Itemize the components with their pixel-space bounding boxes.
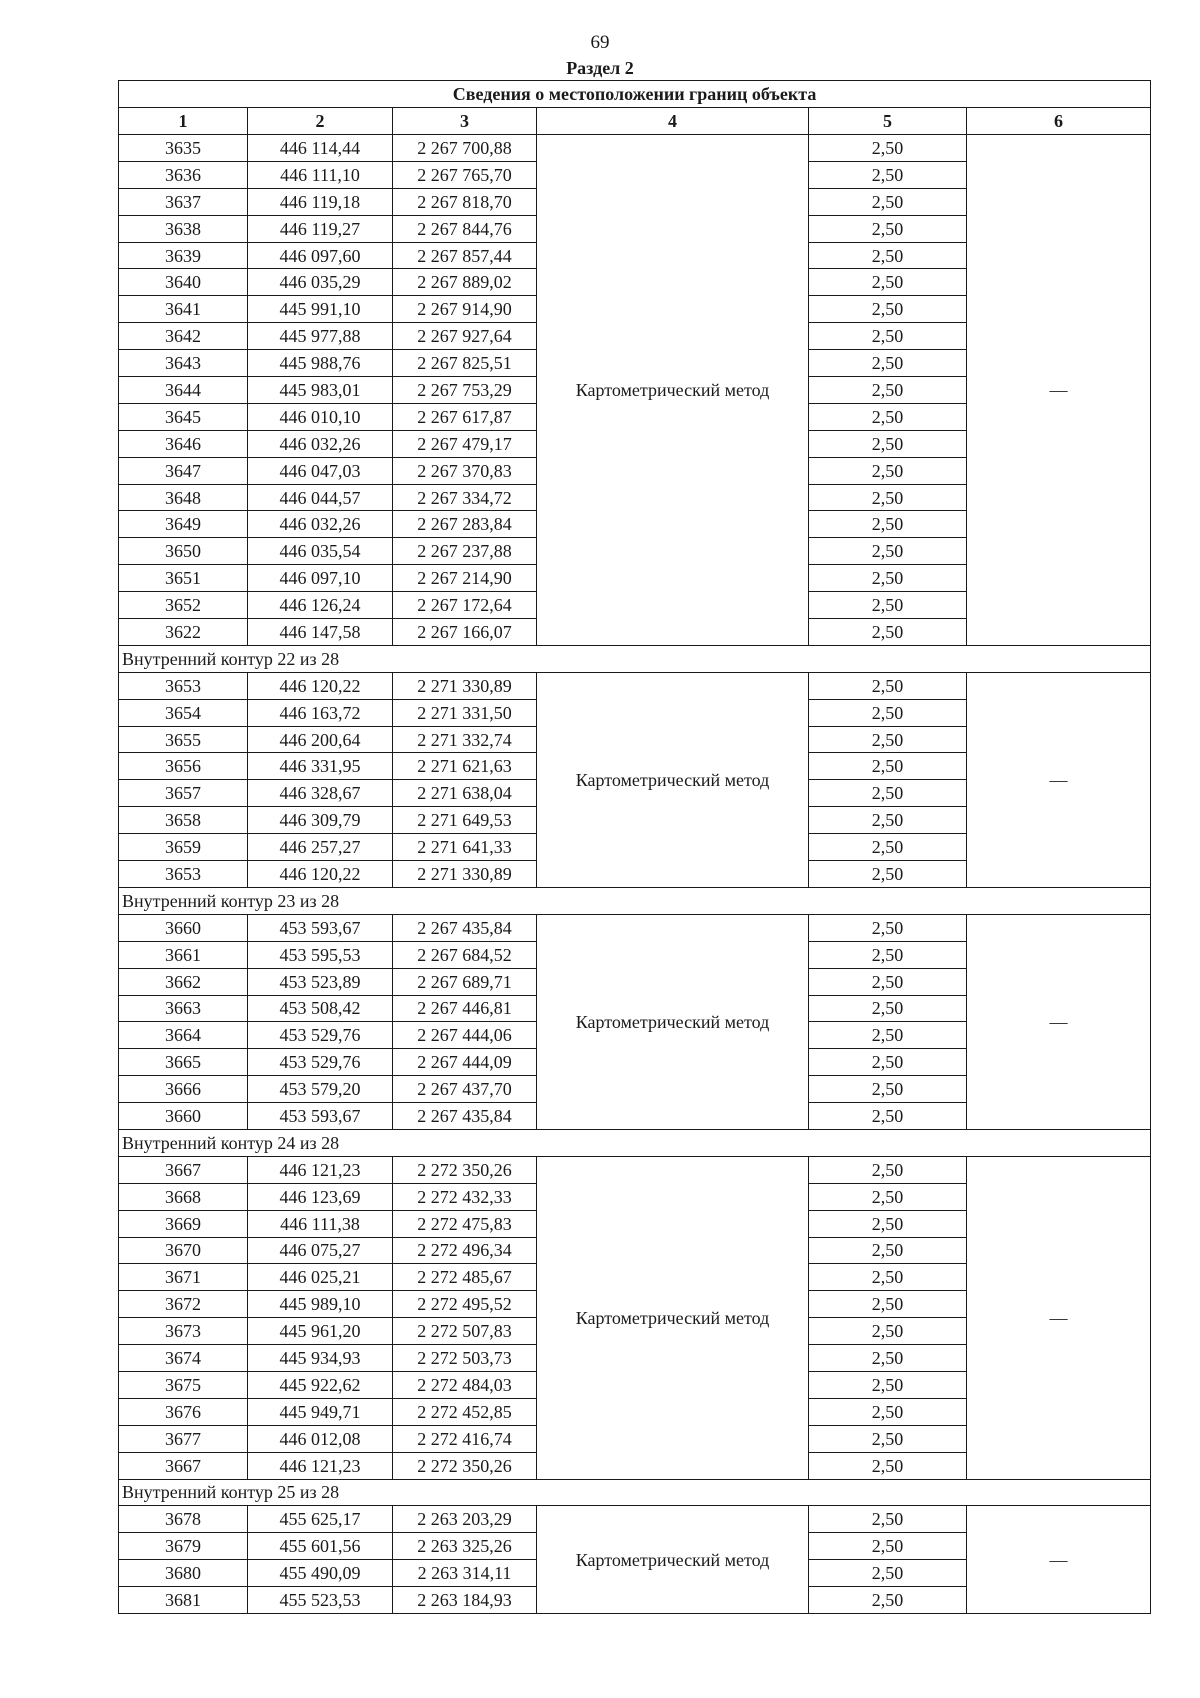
point-number-cell: 3680 (119, 1560, 248, 1587)
y-coordinate-cell: 2 271 649,53 (393, 807, 537, 834)
x-coordinate-cell: 446 257,27 (248, 834, 393, 861)
accuracy-cell: 2,50 (809, 1425, 967, 1452)
x-coordinate-cell: 446 111,10 (248, 161, 393, 188)
accuracy-cell: 2,50 (809, 1183, 967, 1210)
x-coordinate-cell: 453 523,89 (248, 968, 393, 995)
x-coordinate-cell: 446 123,69 (248, 1183, 393, 1210)
x-coordinate-cell: 446 120,22 (248, 861, 393, 888)
point-number-cell: 3662 (119, 968, 248, 995)
x-coordinate-cell: 446 035,29 (248, 269, 393, 296)
accuracy-cell: 2,50 (809, 968, 967, 995)
accuracy-cell: 2,50 (809, 1506, 967, 1533)
y-coordinate-cell: 2 272 475,83 (393, 1210, 537, 1237)
accuracy-cell: 2,50 (809, 1560, 967, 1587)
accuracy-cell: 2,50 (809, 215, 967, 242)
y-coordinate-cell: 2 267 166,07 (393, 619, 537, 646)
y-coordinate-cell: 2 267 479,17 (393, 430, 537, 457)
point-number-cell: 3664 (119, 1022, 248, 1049)
y-coordinate-cell: 2 267 444,06 (393, 1022, 537, 1049)
y-coordinate-cell: 2 272 503,73 (393, 1345, 537, 1372)
point-number-cell: 3676 (119, 1398, 248, 1425)
x-coordinate-cell: 446 120,22 (248, 672, 393, 699)
accuracy-cell: 2,50 (809, 1237, 967, 1264)
y-coordinate-cell: 2 263 203,29 (393, 1506, 537, 1533)
x-coordinate-cell: 445 983,01 (248, 377, 393, 404)
point-number-cell: 3660 (119, 1103, 248, 1130)
point-number-cell: 3673 (119, 1318, 248, 1345)
accuracy-cell: 2,50 (809, 538, 967, 565)
accuracy-cell: 2,50 (809, 188, 967, 215)
x-coordinate-cell: 455 601,56 (248, 1533, 393, 1560)
accuracy-cell: 2,50 (809, 672, 967, 699)
point-number-cell: 3641 (119, 296, 248, 323)
accuracy-cell: 2,50 (809, 1587, 967, 1614)
contour-header-row (119, 645, 1151, 672)
x-coordinate-cell: 446 047,03 (248, 457, 393, 484)
accuracy-cell: 2,50 (809, 377, 967, 404)
x-coordinate-cell: 446 200,64 (248, 726, 393, 753)
point-number-cell: 3645 (119, 403, 248, 430)
x-coordinate-cell: 446 331,95 (248, 753, 393, 780)
point-number-cell: 3638 (119, 215, 248, 242)
accuracy-cell: 2,50 (809, 1291, 967, 1318)
x-coordinate-cell: 453 593,67 (248, 1103, 393, 1130)
accuracy-cell: 2,50 (809, 1022, 967, 1049)
y-coordinate-cell: 2 267 370,83 (393, 457, 537, 484)
x-coordinate-cell: 455 523,53 (248, 1587, 393, 1614)
contour-title: Внутренний контур 25 из 28 (119, 1479, 1151, 1506)
note-cell: — (967, 914, 1151, 1129)
y-coordinate-cell: 2 272 507,83 (393, 1318, 537, 1345)
y-coordinate-cell: 2 272 432,33 (393, 1183, 537, 1210)
table-body (119, 81, 1151, 1614)
y-coordinate-cell: 2 272 496,34 (393, 1237, 537, 1264)
y-coordinate-cell: 2 267 684,52 (393, 941, 537, 968)
point-number-cell: 3637 (119, 188, 248, 215)
point-number-cell: 3649 (119, 511, 248, 538)
x-coordinate-cell: 446 032,26 (248, 511, 393, 538)
method-cell: Картометрический метод (537, 672, 809, 887)
accuracy-cell: 2,50 (809, 242, 967, 269)
x-coordinate-cell: 445 934,93 (248, 1345, 393, 1372)
y-coordinate-cell: 2 263 325,26 (393, 1533, 537, 1560)
y-coordinate-cell: 2 267 825,51 (393, 350, 537, 377)
table-caption-row (119, 81, 1151, 108)
x-coordinate-cell: 446 025,21 (248, 1264, 393, 1291)
accuracy-cell: 2,50 (809, 699, 967, 726)
accuracy-cell: 2,50 (809, 807, 967, 834)
point-number-cell: 3669 (119, 1210, 248, 1237)
point-number-cell: 3678 (119, 1506, 248, 1533)
y-coordinate-cell: 2 267 437,70 (393, 1076, 537, 1103)
accuracy-cell: 2,50 (809, 403, 967, 430)
x-coordinate-cell: 446 147,58 (248, 619, 393, 646)
note-cell: — (967, 672, 1151, 887)
point-number-cell: 3655 (119, 726, 248, 753)
x-coordinate-cell: 446 121,23 (248, 1452, 393, 1479)
table-row (119, 672, 1151, 699)
accuracy-cell: 2,50 (809, 296, 967, 323)
y-coordinate-cell: 2 267 818,70 (393, 188, 537, 215)
accuracy-cell: 2,50 (809, 941, 967, 968)
accuracy-cell: 2,50 (809, 457, 967, 484)
method-cell: Картометрический метод (537, 914, 809, 1129)
point-number-cell: 3663 (119, 995, 248, 1022)
y-coordinate-cell: 2 272 416,74 (393, 1425, 537, 1452)
column-number: 1 (119, 108, 248, 135)
point-number-cell: 3654 (119, 699, 248, 726)
point-number-cell: 3681 (119, 1587, 248, 1614)
x-coordinate-cell: 446 097,60 (248, 242, 393, 269)
table-row (119, 1506, 1151, 1533)
y-coordinate-cell: 2 272 452,85 (393, 1398, 537, 1425)
accuracy-cell: 2,50 (809, 1533, 967, 1560)
point-number-cell: 3675 (119, 1371, 248, 1398)
column-number: 4 (537, 108, 809, 135)
point-number-cell: 3622 (119, 619, 248, 646)
point-number-cell: 3660 (119, 914, 248, 941)
x-coordinate-cell: 446 097,10 (248, 565, 393, 592)
table-row (119, 135, 1151, 162)
x-coordinate-cell: 446 163,72 (248, 699, 393, 726)
note-cell: — (967, 135, 1151, 646)
x-coordinate-cell: 446 035,54 (248, 538, 393, 565)
point-number-cell: 3636 (119, 161, 248, 188)
y-coordinate-cell: 2 271 638,04 (393, 780, 537, 807)
accuracy-cell: 2,50 (809, 914, 967, 941)
point-number-cell: 3650 (119, 538, 248, 565)
y-coordinate-cell: 2 267 172,64 (393, 592, 537, 619)
column-number: 2 (248, 108, 393, 135)
point-number-cell: 3639 (119, 242, 248, 269)
x-coordinate-cell: 446 126,24 (248, 592, 393, 619)
x-coordinate-cell: 445 961,20 (248, 1318, 393, 1345)
point-number-cell: 3642 (119, 323, 248, 350)
y-coordinate-cell: 2 263 314,11 (393, 1560, 537, 1587)
y-coordinate-cell: 2 263 184,93 (393, 1587, 537, 1614)
y-coordinate-cell: 2 271 621,63 (393, 753, 537, 780)
x-coordinate-cell: 446 012,08 (248, 1425, 393, 1452)
x-coordinate-cell: 453 595,53 (248, 941, 393, 968)
column-number: 3 (393, 108, 537, 135)
y-coordinate-cell: 2 267 237,88 (393, 538, 537, 565)
point-number-cell: 3653 (119, 861, 248, 888)
point-number-cell: 3667 (119, 1452, 248, 1479)
contour-title: Внутренний контур 22 из 28 (119, 645, 1151, 672)
x-coordinate-cell: 446 010,10 (248, 403, 393, 430)
column-number: 5 (809, 108, 967, 135)
table-caption: Сведения о местоположении границ объекта (119, 81, 1151, 108)
accuracy-cell: 2,50 (809, 1076, 967, 1103)
y-coordinate-cell: 2 267 446,81 (393, 995, 537, 1022)
accuracy-cell: 2,50 (809, 726, 967, 753)
accuracy-cell: 2,50 (809, 834, 967, 861)
accuracy-cell: 2,50 (809, 861, 967, 888)
y-coordinate-cell: 2 267 753,29 (393, 377, 537, 404)
y-coordinate-cell: 2 267 689,71 (393, 968, 537, 995)
x-coordinate-cell: 446 075,27 (248, 1237, 393, 1264)
y-coordinate-cell: 2 271 330,89 (393, 861, 537, 888)
accuracy-cell: 2,50 (809, 1398, 967, 1425)
y-coordinate-cell: 2 267 889,02 (393, 269, 537, 296)
y-coordinate-cell: 2 267 283,84 (393, 511, 537, 538)
accuracy-cell: 2,50 (809, 1103, 967, 1130)
y-coordinate-cell: 2 267 334,72 (393, 484, 537, 511)
column-number: 6 (967, 108, 1151, 135)
y-coordinate-cell: 2 271 641,33 (393, 834, 537, 861)
point-number-cell: 3672 (119, 1291, 248, 1318)
accuracy-cell: 2,50 (809, 484, 967, 511)
contour-header-row (119, 1129, 1151, 1156)
point-number-cell: 3648 (119, 484, 248, 511)
y-coordinate-cell: 2 272 484,03 (393, 1371, 537, 1398)
method-cell: Картометрический метод (537, 135, 809, 646)
point-number-cell: 3666 (119, 1076, 248, 1103)
x-coordinate-cell: 446 119,27 (248, 215, 393, 242)
x-coordinate-cell: 446 114,44 (248, 135, 393, 162)
table-row (119, 914, 1151, 941)
y-coordinate-cell: 2 267 765,70 (393, 161, 537, 188)
y-coordinate-cell: 2 272 350,26 (393, 1452, 537, 1479)
accuracy-cell: 2,50 (809, 1452, 967, 1479)
accuracy-cell: 2,50 (809, 430, 967, 457)
accuracy-cell: 2,50 (809, 323, 967, 350)
x-coordinate-cell: 446 111,38 (248, 1210, 393, 1237)
point-number-cell: 3646 (119, 430, 248, 457)
x-coordinate-cell: 445 949,71 (248, 1398, 393, 1425)
point-number-cell: 3658 (119, 807, 248, 834)
x-coordinate-cell: 445 988,76 (248, 350, 393, 377)
accuracy-cell: 2,50 (809, 619, 967, 646)
y-coordinate-cell: 2 267 435,84 (393, 1103, 537, 1130)
x-coordinate-cell: 446 044,57 (248, 484, 393, 511)
accuracy-cell: 2,50 (809, 511, 967, 538)
x-coordinate-cell: 453 529,76 (248, 1049, 393, 1076)
x-coordinate-cell: 445 991,10 (248, 296, 393, 323)
y-coordinate-cell: 2 267 844,76 (393, 215, 537, 242)
x-coordinate-cell: 445 977,88 (248, 323, 393, 350)
x-coordinate-cell: 453 529,76 (248, 1022, 393, 1049)
y-coordinate-cell: 2 267 927,64 (393, 323, 537, 350)
page-number: 69 (590, 32, 610, 53)
y-coordinate-cell: 2 267 700,88 (393, 135, 537, 162)
x-coordinate-cell: 455 490,09 (248, 1560, 393, 1587)
accuracy-cell: 2,50 (809, 269, 967, 296)
accuracy-cell: 2,50 (809, 161, 967, 188)
accuracy-cell: 2,50 (809, 1210, 967, 1237)
point-number-cell: 3635 (119, 135, 248, 162)
point-number-cell: 3644 (119, 377, 248, 404)
accuracy-cell: 2,50 (809, 1345, 967, 1372)
x-coordinate-cell: 446 121,23 (248, 1156, 393, 1183)
point-number-cell: 3651 (119, 565, 248, 592)
accuracy-cell: 2,50 (809, 592, 967, 619)
x-coordinate-cell: 446 032,26 (248, 430, 393, 457)
y-coordinate-cell: 2 267 214,90 (393, 565, 537, 592)
point-number-cell: 3661 (119, 941, 248, 968)
accuracy-cell: 2,50 (809, 1156, 967, 1183)
contour-title: Внутренний контур 24 из 28 (119, 1129, 1151, 1156)
point-number-cell: 3653 (119, 672, 248, 699)
x-coordinate-cell: 445 989,10 (248, 1291, 393, 1318)
y-coordinate-cell: 2 267 444,09 (393, 1049, 537, 1076)
point-number-cell: 3657 (119, 780, 248, 807)
x-coordinate-cell: 453 579,20 (248, 1076, 393, 1103)
accuracy-cell: 2,50 (809, 135, 967, 162)
method-cell: Картометрический метод (537, 1156, 809, 1479)
accuracy-cell: 2,50 (809, 753, 967, 780)
contour-header-row (119, 1479, 1151, 1506)
accuracy-cell: 2,50 (809, 1371, 967, 1398)
point-number-cell: 3667 (119, 1156, 248, 1183)
accuracy-cell: 2,50 (809, 1318, 967, 1345)
point-number-cell: 3668 (119, 1183, 248, 1210)
note-cell: — (967, 1506, 1151, 1614)
x-coordinate-cell: 446 328,67 (248, 780, 393, 807)
y-coordinate-cell: 2 271 330,89 (393, 672, 537, 699)
x-coordinate-cell: 455 625,17 (248, 1506, 393, 1533)
method-cell: Картометрический метод (537, 1506, 809, 1614)
boundary-coordinates-table (118, 80, 1151, 1614)
point-number-cell: 3674 (119, 1345, 248, 1372)
accuracy-cell: 2,50 (809, 1264, 967, 1291)
contour-title: Внутренний контур 23 из 28 (119, 887, 1151, 914)
accuracy-cell: 2,50 (809, 350, 967, 377)
accuracy-cell: 2,50 (809, 1049, 967, 1076)
y-coordinate-cell: 2 271 331,50 (393, 699, 537, 726)
y-coordinate-cell: 2 267 435,84 (393, 914, 537, 941)
point-number-cell: 3656 (119, 753, 248, 780)
point-number-cell: 3652 (119, 592, 248, 619)
accuracy-cell: 2,50 (809, 780, 967, 807)
point-number-cell: 3665 (119, 1049, 248, 1076)
x-coordinate-cell: 445 922,62 (248, 1371, 393, 1398)
point-number-cell: 3670 (119, 1237, 248, 1264)
column-number-row (119, 108, 1151, 135)
point-number-cell: 3677 (119, 1425, 248, 1452)
accuracy-cell: 2,50 (809, 995, 967, 1022)
y-coordinate-cell: 2 272 495,52 (393, 1291, 537, 1318)
table-row (119, 1156, 1151, 1183)
y-coordinate-cell: 2 267 617,87 (393, 403, 537, 430)
point-number-cell: 3659 (119, 834, 248, 861)
y-coordinate-cell: 2 271 332,74 (393, 726, 537, 753)
x-coordinate-cell: 453 593,67 (248, 914, 393, 941)
point-number-cell: 3640 (119, 269, 248, 296)
accuracy-cell: 2,50 (809, 565, 967, 592)
x-coordinate-cell: 446 119,18 (248, 188, 393, 215)
y-coordinate-cell: 2 272 350,26 (393, 1156, 537, 1183)
y-coordinate-cell: 2 272 485,67 (393, 1264, 537, 1291)
y-coordinate-cell: 2 267 914,90 (393, 296, 537, 323)
y-coordinate-cell: 2 267 857,44 (393, 242, 537, 269)
note-cell: — (967, 1156, 1151, 1479)
point-number-cell: 3671 (119, 1264, 248, 1291)
x-coordinate-cell: 446 309,79 (248, 807, 393, 834)
point-number-cell: 3647 (119, 457, 248, 484)
section-title: Раздел 2 (566, 58, 634, 78)
contour-header-row (119, 887, 1151, 914)
point-number-cell: 3643 (119, 350, 248, 377)
point-number-cell: 3679 (119, 1533, 248, 1560)
x-coordinate-cell: 453 508,42 (248, 995, 393, 1022)
